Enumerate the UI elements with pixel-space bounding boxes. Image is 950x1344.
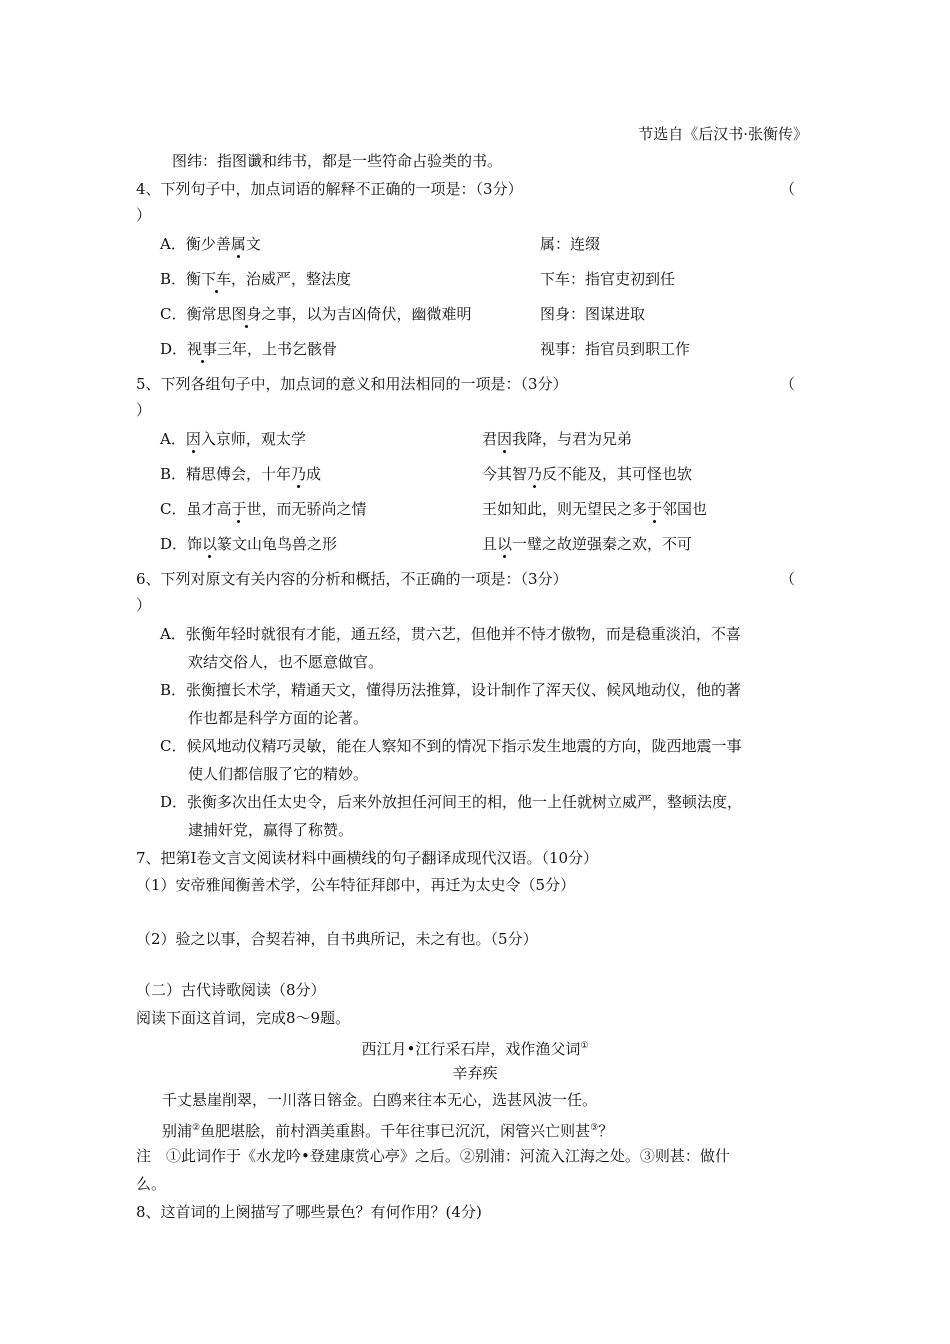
q5-option-b: B．精思傅会，十年乃成 (160, 465, 322, 483)
q4-option-c: C．衡常思图身之事，以为吉凶倚伏，幽微难明 (160, 305, 472, 323)
q5-paren-open: （ (780, 375, 796, 393)
q4-option-d: D．视事三年，上书乞骸骨 (160, 340, 338, 358)
q4-option-b-expl: 下车：指官吏初到任 (540, 270, 676, 288)
dotted-word: 乃 (527, 465, 543, 483)
q5-option-d-compare: 且以一璧之故逆强秦之欢，不可 (482, 535, 693, 553)
q6-option-a-line2: 欢结交俗人，也不愿意做官。 (188, 653, 384, 671)
dotted-word: 于 (231, 500, 247, 518)
q4-option-c-expl: 图身：图谋进取 (540, 305, 646, 323)
q7-sentence-1: （1）安帝雅闻衡善术学，公车特征拜郎中，再迁为太史令（5分） (136, 876, 576, 894)
q6-option-d-line1: D．张衡多次出任太史令，后来外放担任河间王的相，他一上任就树立威严，整顿法度， (160, 793, 743, 811)
q6-option-b-line1: B．张衡擅长术学，精通天文，懂得历法推算，设计制作了浑天仪、候风地动仪，他的著 (160, 681, 742, 699)
note-tuwei: 图纬：指图谶和纬书，都是一些符命占验类的书。 (172, 152, 503, 170)
q5-paren-close: ） (136, 401, 152, 419)
dotted-word: 因 (185, 430, 201, 448)
dotted-word: 视事 (187, 340, 218, 358)
q6-paren-close: ） (136, 596, 152, 614)
q6-option-d-line2: 逮捕奸党，赢得了称赞。 (188, 821, 354, 839)
q5-option-b-compare: 今其智乃反不能及，其可怪也欤 (482, 465, 693, 483)
q8-stem: 8、这首词的上阕描写了哪些景色？有何作用？(4分) (136, 1203, 482, 1221)
dotted-word: 下车 (201, 270, 232, 288)
dotted-word: 以 (202, 535, 218, 553)
poem-line-1: 千丈悬崖削翠，一川落日镕金。白鸥来往本无心，选甚风波一任。 (162, 1091, 598, 1109)
q5-option-d: D．饰以篆文山龟鸟兽之形 (160, 535, 338, 553)
dotted-word: 图身 (231, 305, 262, 323)
poem-notes-line2: 么。 (136, 1175, 167, 1193)
dotted-word: 以 (497, 535, 513, 553)
footnote-mark: ① (580, 1041, 589, 1051)
q6-option-c-line1: C．候风地动仪精巧灵敏，能在人察知不到的情况下指示发生地震的方向，陇西地震一事 (160, 737, 742, 755)
poetry-instruction: 阅读下面这首词，完成8～9题。 (136, 1009, 351, 1027)
poetry-section-heading: （二）古代诗歌阅读（8分） (136, 981, 326, 999)
q4-paren-open: （ (780, 180, 796, 198)
q5-option-a: A．因入京师，观太学 (160, 430, 306, 448)
q6-paren-open: （ (780, 570, 796, 588)
q4-paren-close: ） (136, 206, 152, 224)
q5-option-c: C．虽才高于世，而无骄尚之情 (160, 500, 367, 518)
q6-option-a-line1: A．张衡年轻时就很有才能，通五经，贯六艺，但他并不恃才傲物，而是稳重淡泊，不喜 (160, 625, 741, 643)
q5-option-a-compare: 君因我降，与君为兄弟 (482, 430, 633, 448)
dotted-word: 于 (647, 500, 663, 518)
q4-option-a-expl: 属：连缀 (540, 235, 601, 253)
footnote-mark: ② (192, 1123, 201, 1133)
dotted-word: 因 (497, 430, 513, 448)
q5-stem: 5、下列各组句子中，加点词的意义和用法相同的一项是：（3分） (136, 375, 568, 393)
q4-option-a: A．衡少善属文 (160, 235, 261, 253)
q4-option-d-expl: 视事：指官员到职工作 (540, 340, 691, 358)
source-citation: 节选自《后汉书·张衡传》 (638, 125, 808, 143)
dotted-word: 乃 (291, 465, 307, 483)
dotted-word: 属 (230, 235, 246, 253)
footnote-mark: ③ (590, 1123, 599, 1133)
q6-option-c-line2: 使人们都信服了它的精妙。 (188, 765, 369, 783)
q5-option-c-compare: 王如知此，则无望民之多于邻国也 (482, 500, 708, 518)
poem-author: 辛弃疾 (452, 1064, 498, 1082)
q7-sentence-2: （2）验之以事，合契若神，自书典所记，未之有也。（5分） (136, 930, 538, 948)
q7-stem: 7、把第Ⅰ卷文言文阅读材料中画横线的句子翻译成现代汉语。（10分） (136, 849, 599, 867)
q4-option-b: B．衡下车，治威严，整法度 (160, 270, 352, 288)
q4-stem: 4、下列句子中，加点词语的解释不正确的一项是：（3分） (136, 180, 523, 198)
poem-line-2: 别浦②鱼肥堪脍，前村酒美重斟。千年往事已沉沉，闲管兴亡则甚③？ (162, 1122, 614, 1140)
q6-option-b-line2: 作也都是科学方面的论著。 (188, 709, 369, 727)
poem-notes-line1: 注 ①此词作于《水龙吟•登建康赏心亭》之后。②别浦：河流入江海之处。③则甚：做什 (136, 1147, 730, 1165)
poem-title: 西江月•江行采石岸，戏作渔父词① (361, 1040, 589, 1058)
q6-stem: 6、下列对原文有关内容的分析和概括，不正确的一项是：（3分） (136, 570, 568, 588)
